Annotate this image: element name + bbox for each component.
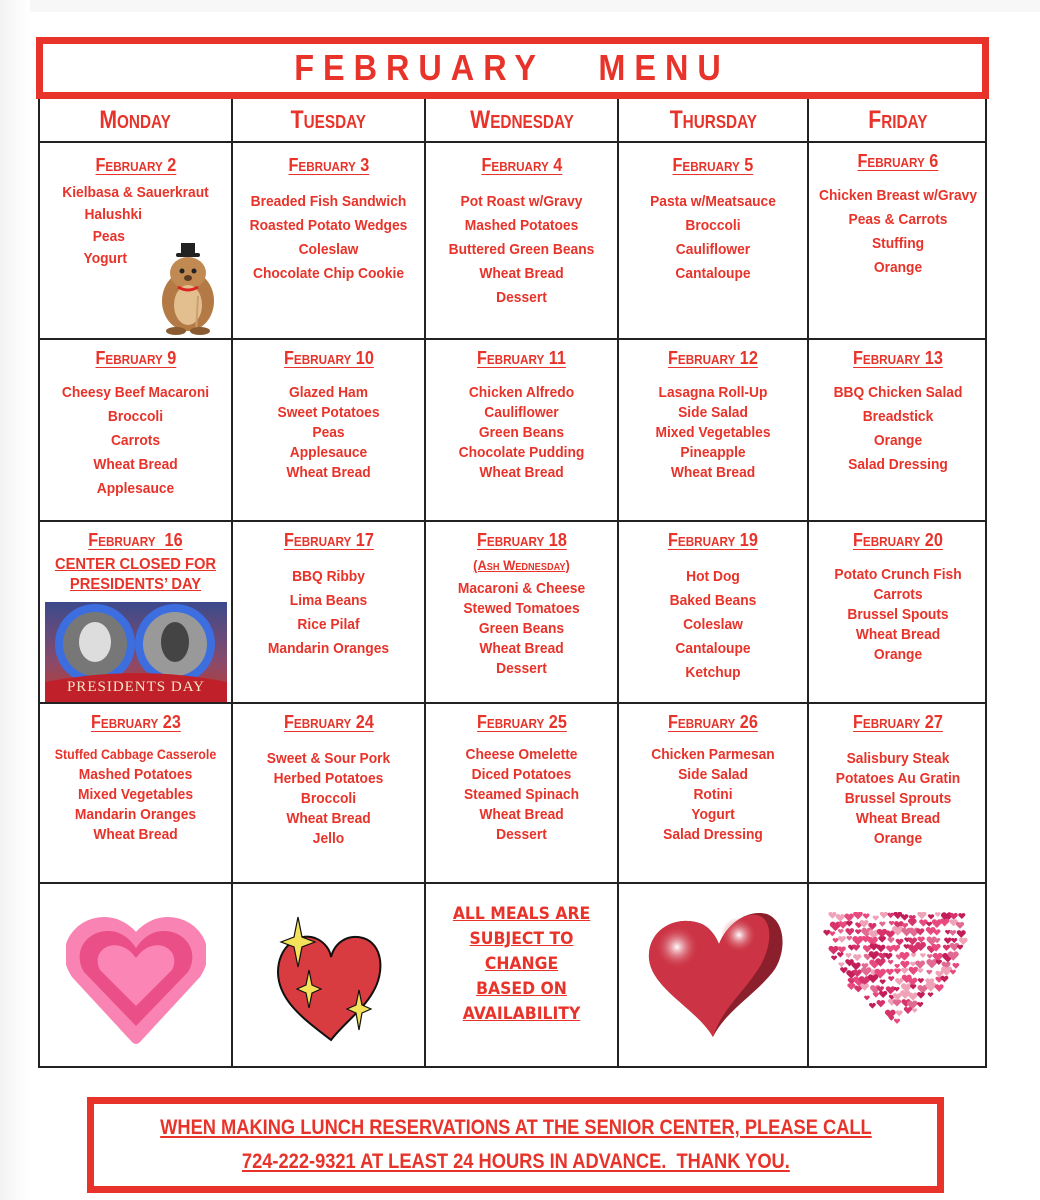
week-row (40, 522, 987, 704)
menu-item: Applesauce (289, 444, 368, 461)
day-date: February 12 (668, 348, 758, 368)
mini-heart (901, 914, 909, 920)
menu-items (233, 383, 424, 483)
day-cell (809, 522, 987, 702)
menu-item: Rice Pilaf (297, 616, 360, 633)
day-cell (809, 143, 987, 338)
mini-heart (926, 922, 932, 927)
day-date: February 20 (853, 530, 943, 550)
weekday-header (619, 99, 809, 141)
mini-heart (877, 945, 886, 953)
day-cell (233, 340, 426, 520)
mini-heart (928, 914, 934, 919)
menu-item: Broccoli (685, 217, 741, 234)
weekday-label: Friday (868, 105, 928, 134)
menu-item: Cauliflower (675, 241, 751, 258)
disclaimer-line: ALL MEALS ARE (452, 904, 591, 924)
menu-item: Mandarin Oranges (74, 806, 197, 823)
weekday-header (809, 99, 987, 141)
menu-item: Coleslaw (683, 616, 743, 633)
menu-item: Carrots (873, 586, 923, 603)
menu-item: Yogurt (691, 806, 735, 823)
menu-item: Stuffing (871, 235, 925, 252)
menu-item: Salad Dressing (848, 456, 948, 473)
mini-heart (943, 945, 950, 951)
mini-heart (823, 930, 830, 936)
day-date: February 17 (283, 530, 374, 550)
menu-items (40, 381, 231, 501)
weekday-header (233, 99, 426, 141)
day-cell (426, 522, 619, 702)
mini-heart (853, 954, 861, 961)
menu-item: Coleslaw (298, 241, 359, 258)
day-date: February 5 (672, 155, 754, 175)
mini-heart (889, 921, 894, 926)
menu-item: Buttered Green Beans (448, 241, 595, 258)
mini-heart (936, 960, 942, 965)
menu-item: Diced Potatoes (471, 766, 572, 783)
day-date: February 18 (476, 530, 567, 550)
menu-item: Chocolate Pudding (458, 444, 585, 461)
menu-item: Peas (312, 424, 345, 441)
day-cell (40, 143, 233, 338)
weekday-header (426, 99, 619, 141)
menu-item: Mixed Vegetables (77, 786, 194, 803)
day-cell (426, 340, 619, 520)
menu-item: Wheat Bread (93, 456, 178, 473)
menu-item: Sweet & Sour Pork (266, 750, 391, 767)
mini-heart (952, 963, 959, 969)
menu-item: Wheat Bread (855, 810, 941, 827)
mini-heart (880, 912, 888, 919)
mini-heart (894, 1019, 900, 1024)
mini-heart (935, 984, 944, 992)
mini-heart (863, 913, 869, 918)
day-date: February 19 (668, 530, 758, 550)
menu-items (809, 565, 987, 665)
mini-heart (949, 930, 956, 936)
menu-item: Wheat Bread (479, 265, 564, 282)
menu-item: Broccoli (107, 408, 164, 425)
menu-item: Orange (873, 432, 923, 449)
menu-item: Wheat Bread (93, 826, 178, 843)
day-cell (233, 522, 426, 702)
menu-item: Peas (92, 228, 125, 245)
mini-heart (917, 1002, 923, 1007)
mini-heart (920, 953, 925, 958)
menu-items (426, 190, 617, 310)
day-cell (40, 340, 233, 520)
mini-heart (864, 996, 870, 1001)
mini-heart (873, 916, 879, 921)
mini-heart (877, 1000, 886, 1007)
menu-item: Chicken Breast w/Gravy (818, 187, 978, 204)
day-cell (426, 704, 619, 882)
closure-note-line: CENTER CLOSED FOR (54, 556, 217, 573)
mini-heart (833, 938, 839, 943)
mini-heart (933, 929, 940, 935)
closure-note-line: PRESIDENTS’ DAY (69, 576, 202, 593)
day-date: February 6 (857, 151, 939, 171)
menu-item: Yogurt (83, 250, 127, 267)
weekday-header (40, 99, 233, 141)
availability-disclaimer (434, 902, 610, 1027)
mini-heart (926, 970, 932, 975)
mini-heart (917, 912, 926, 919)
mini-heart (838, 929, 843, 934)
weekday-label: Monday (99, 105, 172, 134)
closure-notice (40, 555, 231, 595)
day-date: February 11 (477, 348, 566, 368)
mini-heart (957, 945, 963, 950)
week-row (40, 143, 987, 340)
menu-item: Orange (873, 646, 923, 663)
menu-item: Macaroni & Cheese (457, 580, 586, 597)
mini-heart (918, 978, 924, 983)
menu-items (809, 381, 987, 477)
mini-heart (956, 922, 964, 929)
menu-item: Pasta w/Meatsauce (650, 193, 776, 210)
mini-heart (869, 1003, 876, 1009)
mini-heart (868, 974, 878, 983)
menu-item: Cauliflower (484, 404, 559, 421)
mini-heart (904, 1007, 912, 1014)
mini-heart (894, 968, 901, 974)
menu-item: Side Salad (678, 404, 748, 421)
mini-heart (831, 956, 837, 961)
day-cell (619, 340, 809, 520)
mosaic-heart-icon (820, 912, 975, 1042)
mini-heart (886, 930, 895, 938)
menu-item: Breaded Fish Sandwich (250, 193, 407, 210)
mini-heart (888, 976, 894, 981)
menu-item: Pineapple (680, 444, 746, 461)
day-cell (809, 704, 987, 882)
mini-heart (912, 1008, 917, 1013)
menu-item: Herbed Potatoes (273, 770, 384, 787)
menu-item: Salad Dressing (663, 826, 763, 843)
mini-heart (846, 921, 853, 927)
mini-heart (892, 945, 900, 952)
mini-heart (886, 969, 894, 976)
mini-heart (851, 962, 860, 970)
mini-heart (935, 912, 941, 917)
mini-heart (951, 938, 957, 943)
mini-heart (879, 922, 885, 927)
mini-heart (893, 912, 902, 919)
menu-item: Stewed Tomatoes (463, 600, 580, 617)
menu-item: Lima Beans (289, 592, 368, 609)
day-date: February 26 (668, 712, 758, 732)
menu-item: Hot Dog (686, 568, 740, 585)
weekday-label: Thursday (669, 105, 757, 134)
mini-heart (900, 961, 909, 969)
menu-item: Lasagna Roll-Up (658, 384, 768, 401)
mini-heart (934, 938, 940, 943)
day-cell (426, 143, 619, 338)
menu-item: Mandarin Oranges (267, 640, 390, 657)
disclaimer-line: CHANGE (484, 954, 559, 974)
decoration-row (40, 884, 987, 1068)
mini-heart (852, 936, 863, 945)
menu-item: Chicken Alfredo (468, 384, 575, 401)
menu-item: Dessert (496, 289, 547, 306)
disclaimer-line: AVAILABILITY (462, 1004, 581, 1024)
decoration-cell (809, 884, 987, 1068)
menu-item: Roasted Potato Wedges (249, 217, 408, 234)
mini-heart (917, 937, 924, 943)
menu-items (809, 184, 987, 280)
mini-heart (927, 954, 932, 959)
menu-item: Mashed Potatoes (78, 766, 193, 783)
day-cell (233, 704, 426, 882)
mini-heart (860, 920, 869, 928)
mini-heart (852, 945, 859, 951)
decoration-cell (40, 884, 233, 1068)
mini-heart (844, 914, 853, 922)
mini-heart (944, 938, 951, 944)
menu-calendar (38, 99, 987, 1068)
mini-heart (957, 930, 966, 938)
decoration-cell (426, 884, 619, 1068)
mini-heart (926, 959, 937, 968)
menu-item: Dessert (496, 826, 547, 843)
day-date: February 27 (853, 712, 943, 732)
menu-items (809, 749, 987, 849)
menu-item: Brussel Spouts (847, 606, 949, 623)
mini-heart (950, 913, 958, 920)
page-top-band (0, 0, 1040, 12)
mini-heart (958, 913, 965, 919)
menu-item: Cantaloupe (675, 640, 751, 657)
mini-heart (893, 999, 901, 1006)
mini-heart (896, 1010, 903, 1016)
week-row (40, 340, 987, 522)
disclaimer-line: BASED ON (476, 979, 567, 999)
menu-item: Peas & Carrots (848, 211, 948, 228)
mini-heart (879, 991, 887, 998)
day-date: February 2 (95, 155, 176, 175)
menu-item: BBQ Chicken Salad (833, 384, 963, 401)
mini-heart (888, 960, 893, 965)
weekday-header-row (40, 99, 987, 143)
mini-heart (908, 993, 918, 1001)
menu-items (426, 579, 617, 679)
sparkle-heart-icon (273, 912, 388, 1047)
menu-item: Broccoli (300, 790, 357, 807)
menu-item: Cheesy Beef Macaroni (61, 384, 210, 401)
day-cell (233, 143, 426, 338)
mini-heart (828, 946, 838, 955)
menu-items (233, 190, 424, 286)
groundhog-icon (156, 241, 220, 337)
menu-item: Pot Roast w/Gravy (460, 193, 583, 210)
menu-item: Side Salad (678, 766, 748, 783)
menu-items (619, 383, 807, 483)
menu-item: Potatoes Au Gratin (835, 770, 961, 787)
menu-item: Halushki (84, 206, 142, 223)
mini-heart (888, 937, 895, 943)
page-title: FEBRUARY MENU (294, 47, 731, 88)
mini-heart (910, 962, 916, 967)
mini-heart (894, 987, 899, 992)
mini-heart (959, 938, 968, 945)
day-cell (809, 340, 987, 520)
reservation-notice-line: WHEN MAKING LUNCH RESERVATIONS AT THE SENIOR CENTER, PLEASE CALL (159, 1116, 872, 1139)
mini-heart (901, 968, 908, 974)
menu-item: Carrots (110, 432, 161, 449)
menu-item: Baked Beans (669, 592, 757, 609)
menu-item: Mashed Potatoes (464, 217, 579, 234)
menu-item: Wheat Bread (479, 464, 564, 481)
menu-item: BBQ Ribby (292, 568, 365, 585)
menu-items (233, 749, 424, 849)
day-cell (40, 522, 233, 702)
mini-heart (836, 914, 845, 922)
menu-item: Jello (312, 830, 345, 847)
menu-item: Wheat Bread (855, 626, 941, 643)
day-subnote: (Ash Wednesday) (473, 557, 570, 573)
week-row (40, 704, 987, 884)
menu-items (233, 565, 424, 661)
mini-heart (894, 964, 899, 969)
mini-heart (884, 953, 892, 960)
reservation-notice-line: 724-222-9321 AT LEAST 24 HOURS IN ADVANCE. THANK YOU. (241, 1150, 790, 1173)
day-cell (40, 704, 233, 882)
mini-heart (855, 929, 861, 934)
menu-item: Salisbury Steak (846, 750, 950, 767)
weekday-label: Tuesday (290, 105, 367, 134)
mini-heart (847, 983, 855, 990)
menu-item: Kielbasa & Sauerkraut (62, 184, 209, 201)
day-date: February 3 (288, 155, 369, 175)
mini-heart (917, 968, 923, 973)
menu-items (619, 565, 807, 685)
mini-heart (887, 913, 893, 918)
menu-item: Chicken Parmesan (651, 746, 775, 763)
decoration-cell (233, 884, 426, 1068)
day-date: February 13 (853, 348, 943, 368)
menu-items (40, 745, 231, 845)
mini-heart (909, 967, 919, 975)
menu-items (426, 745, 617, 845)
day-date: February 4 (481, 155, 562, 175)
weekday-label: Wednesday (469, 105, 574, 134)
presidents-day-image (45, 602, 227, 702)
day-date: February 9 (95, 348, 176, 368)
page-left-shadow (0, 0, 30, 1200)
menu-item: Wheat Bread (479, 806, 564, 823)
menu-item: Glazed Ham (288, 384, 369, 401)
mini-heart (829, 931, 835, 936)
day-cell (619, 143, 809, 338)
menu-items (619, 190, 807, 286)
glossy-heart-icon (647, 909, 787, 1044)
day-date: February 10 (283, 348, 374, 368)
menu-item: Cheese Omelette (465, 746, 578, 763)
menu-item: Stuffed Cabbage Casserole (54, 747, 217, 762)
menu-items (426, 383, 617, 483)
menu-item: Green Beans (478, 424, 565, 441)
decoration-cell (619, 884, 809, 1068)
mini-heart (846, 936, 852, 941)
mini-heart (837, 952, 843, 957)
menu-item: Orange (873, 830, 923, 847)
mini-heart (845, 928, 854, 935)
menu-item: Wheat Bread (479, 640, 564, 657)
mini-heart (899, 952, 909, 961)
day-date: February 16 (88, 530, 183, 550)
menu-item: Green Beans (478, 620, 565, 637)
mini-heart (838, 962, 844, 967)
menu-items (619, 745, 807, 845)
mini-heart (916, 928, 924, 935)
scalloped-pink-heart-icon (66, 914, 206, 1044)
menu-item: Steamed Spinach (463, 786, 580, 803)
mini-heart (828, 912, 836, 919)
menu-item: Applesauce (96, 480, 175, 497)
menu-item: Orange (873, 259, 923, 276)
menu-item: Ketchup (685, 664, 741, 681)
day-cell (619, 704, 809, 882)
day-cell (619, 522, 809, 702)
mini-heart (845, 953, 851, 958)
mini-heart (928, 992, 933, 997)
menu-item: Brussel Sprouts (844, 790, 952, 807)
mini-heart (896, 939, 904, 946)
menu-item: Cantaloupe (675, 265, 751, 282)
mini-heart (950, 970, 956, 975)
mini-heart (853, 912, 863, 919)
mini-heart (838, 936, 846, 943)
menu-item: Wheat Bread (286, 464, 371, 481)
menu-item: Wheat Bread (670, 464, 756, 481)
menu-item: Chocolate Chip Cookie (252, 265, 405, 282)
title-banner (36, 37, 989, 99)
menu-item: Rotini (693, 786, 733, 803)
mini-heart (853, 969, 862, 977)
mini-heart (941, 976, 949, 983)
reservation-notice (87, 1097, 944, 1193)
menu-item: Wheat Bread (286, 810, 371, 827)
mini-heart (880, 979, 886, 984)
menu-item: Dessert (496, 660, 547, 677)
menu-item: Mixed Vegetables (655, 424, 771, 441)
day-date: February 24 (283, 712, 374, 732)
disclaimer-line: SUBJECT TO (469, 929, 574, 949)
menu-item: Sweet Potatoes (277, 404, 380, 421)
day-date: February 23 (90, 712, 181, 732)
menu-item: Potato Crunch Fish (834, 566, 962, 583)
menu-item: Breadstick (862, 408, 934, 425)
day-date: February 25 (476, 712, 567, 732)
presidents-day-banner-text: PRESIDENTS DAY (66, 679, 206, 695)
mini-heart (917, 992, 925, 999)
